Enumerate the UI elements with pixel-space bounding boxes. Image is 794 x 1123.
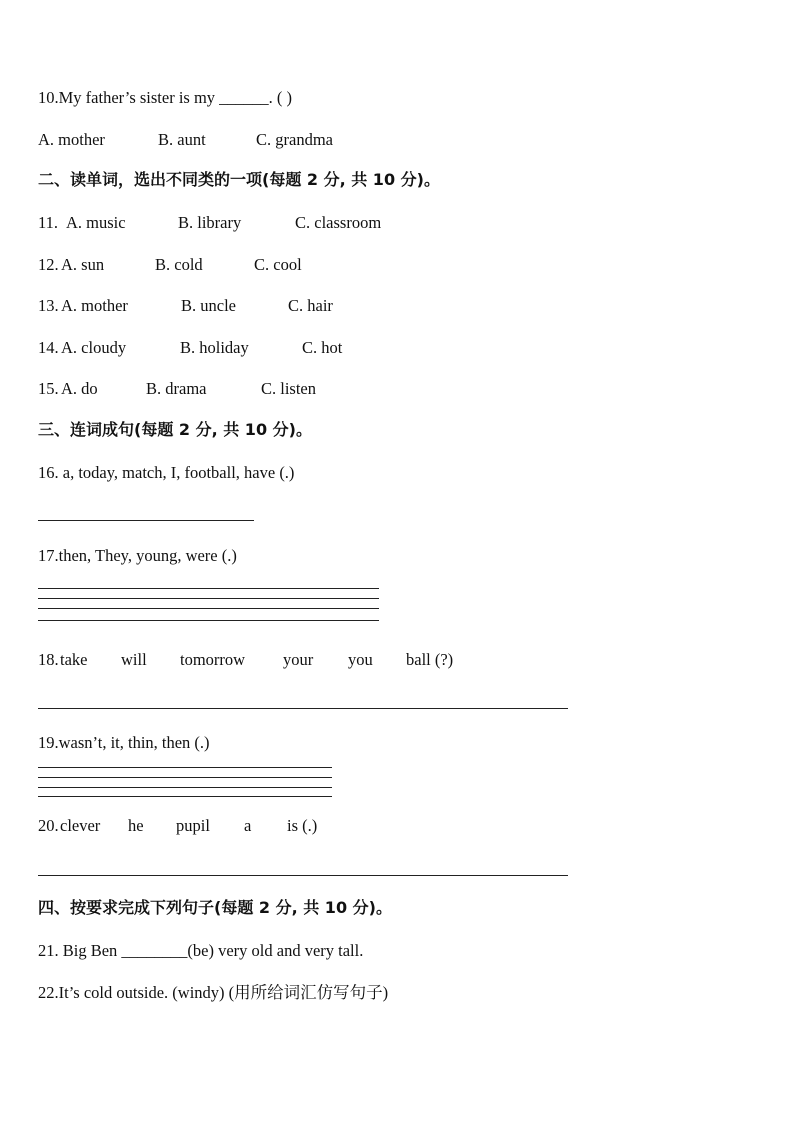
question-number: 14. — [38, 338, 59, 357]
option-a: A. mother — [61, 296, 128, 315]
section-2-title: 二、读单词，选出不同类的一项(每题 2 分, 共 10 分)。 — [38, 170, 440, 189]
option-a: A. sun — [61, 255, 105, 274]
answer-line — [38, 520, 254, 521]
section-4-title: 四、按要求完成下列句子(每题 2 分, 共 10 分)。 — [38, 898, 392, 917]
option-b: B. library — [178, 213, 242, 232]
word: tomorrow — [180, 650, 246, 669]
question-19: 19.wasn’t, it, thin, then (.) — [38, 733, 210, 752]
option-b: B. drama — [146, 379, 207, 398]
word: ball (?) — [406, 650, 454, 669]
question-13 — [38, 296, 333, 316]
question-12 — [38, 255, 302, 275]
option-a: A. mother — [38, 130, 105, 149]
option-a: A. music — [66, 213, 126, 232]
option-c: C. cool — [254, 255, 302, 274]
question-10: 10.My father’s sister is my ______. ( ) — [38, 88, 293, 107]
question-21: 21. Big Ben ________(be) very old and very tall. — [38, 941, 364, 960]
option-b: B. uncle — [181, 296, 236, 315]
option-c: C. grandma — [256, 130, 333, 149]
word: he — [128, 816, 144, 835]
question-14 — [38, 338, 342, 358]
word: your — [283, 650, 314, 669]
question-17: 17.then, They, young, were (.) — [38, 546, 237, 565]
answer-line — [38, 875, 568, 876]
option-c: C. listen — [261, 379, 317, 398]
option-b: B. holiday — [180, 338, 249, 357]
answer-line — [38, 777, 332, 778]
answer-line — [38, 588, 379, 589]
option-a: A. do — [61, 379, 98, 398]
question-16: 16. a, today, match, I, football, have (.) — [38, 463, 295, 482]
question-15 — [38, 379, 316, 399]
answer-line — [38, 598, 379, 599]
option-b: B. aunt — [158, 130, 206, 149]
word: a — [244, 816, 252, 835]
option-c: C. classroom — [295, 213, 382, 232]
answer-line — [38, 787, 332, 788]
question-number: 11. — [38, 213, 59, 232]
answer-line — [38, 767, 332, 768]
option-b: B. cold — [155, 255, 203, 274]
option-a: A. cloudy — [61, 338, 127, 357]
question-number: 15. — [38, 379, 59, 398]
word: pupil — [176, 816, 210, 835]
question-20 — [38, 816, 317, 836]
word: is (.) — [287, 816, 318, 835]
section-3-title: 三、连词成句(每题 2 分, 共 10 分)。 — [38, 420, 312, 439]
question-number: 20. — [38, 816, 59, 835]
question-18 — [38, 650, 453, 670]
word: clever — [60, 816, 101, 835]
question-number: 13. — [38, 296, 59, 315]
answer-line — [38, 620, 379, 621]
word: will — [121, 650, 147, 669]
question-10-options — [38, 130, 333, 150]
question-number: 18. — [38, 650, 59, 669]
answer-line — [38, 796, 332, 797]
word: take — [60, 650, 88, 669]
answer-line — [38, 608, 379, 609]
question-number: 12. — [38, 255, 59, 274]
question-22: 22.It’s cold outside. (windy) (用所给词汇仿写句子) — [38, 983, 389, 1002]
option-c: C. hot — [302, 338, 343, 357]
word: you — [348, 650, 373, 669]
option-c: C. hair — [288, 296, 333, 315]
question-11 — [38, 213, 381, 233]
answer-line — [38, 708, 568, 709]
